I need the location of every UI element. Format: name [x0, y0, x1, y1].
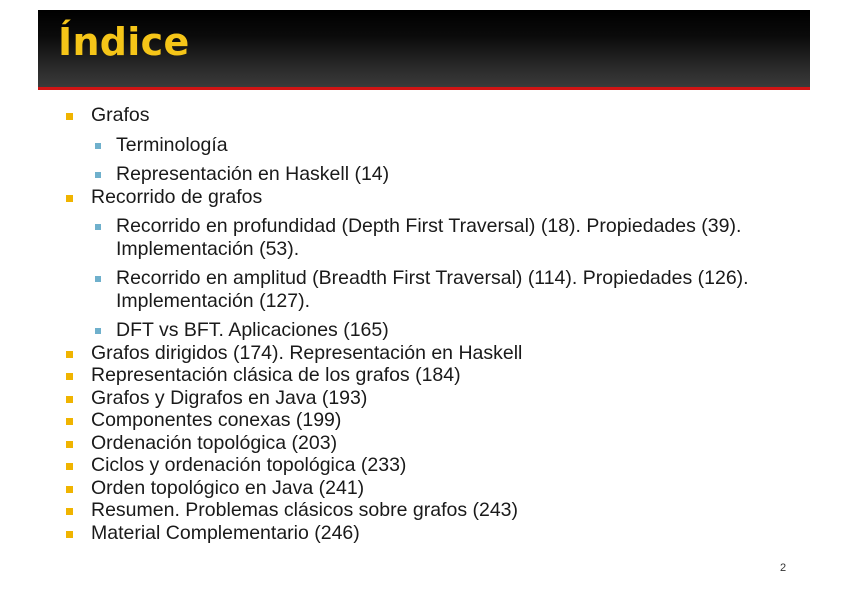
outline-item-text: Ordenación topológica (203)	[91, 431, 338, 454]
outline-item-text: DFT vs BFT. Aplicaciones (165)	[116, 319, 389, 341]
outline-item-text: Representación clásica de los grafos (184)	[91, 364, 461, 386]
bullet-square-icon	[66, 396, 73, 403]
outline-list	[64, 104, 784, 544]
bullet-square-icon	[95, 143, 101, 149]
bullet-square-icon	[66, 113, 73, 120]
outline-item-text: Recorrido en amplitud (Breadth First Traversal) (114). Propiedades (126). Implementación (127).	[116, 267, 749, 312]
bullet-square-icon	[66, 351, 73, 358]
outline-item-text: Ciclos y ordenación topológica (233)	[91, 454, 407, 476]
outline-item	[64, 499, 784, 522]
outline-item	[64, 186, 784, 209]
outline-item-text: Grafos	[91, 104, 150, 126]
title-underline	[38, 87, 810, 90]
outline-subitem	[64, 215, 784, 260]
page-number: 2	[780, 562, 787, 574]
bullet-square-icon	[95, 276, 101, 282]
outline-subitem	[64, 134, 784, 157]
outline-item-text: Grafos y Digrafos en Java (193)	[91, 386, 368, 409]
bullet-square-icon	[66, 486, 73, 493]
bullet-square-icon	[66, 463, 73, 470]
outline-item	[64, 342, 784, 365]
outline-item	[64, 477, 784, 500]
outline-item	[64, 454, 784, 477]
outline-item-text: Orden topológico en Java (241)	[91, 476, 365, 499]
outline-subitem	[64, 163, 784, 186]
outline-item-text: Material Complementario (246)	[91, 521, 360, 544]
outline-item-text: Componentes conexas (199)	[91, 409, 342, 431]
outline-item	[64, 104, 784, 127]
slide-title: Índice	[58, 20, 190, 64]
outline-item	[64, 432, 784, 455]
outline-item	[64, 409, 784, 432]
outline-item	[64, 364, 784, 387]
outline-item-text: Grafos dirigidos (174). Representación en Haskell	[91, 341, 523, 364]
bullet-square-icon	[66, 508, 73, 515]
outline-item-text: Recorrido en profundidad (Depth First Traversal) (18). Propiedades (39). Implementación (53).	[116, 215, 742, 260]
outline-item-text: Recorrido de grafos	[91, 185, 263, 208]
outline-item-text: Terminología	[116, 133, 228, 156]
bullet-square-icon	[95, 224, 101, 230]
bullet-square-icon	[66, 441, 73, 448]
bullet-square-icon	[95, 172, 101, 178]
outline-item-text: Representación en Haskell (14)	[116, 163, 390, 185]
title-bar	[38, 10, 810, 87]
outline-item	[64, 387, 784, 410]
bullet-square-icon	[95, 328, 101, 334]
outline-item	[64, 522, 784, 545]
bullet-square-icon	[66, 373, 73, 380]
bullet-square-icon	[66, 195, 73, 202]
outline-item-text: Resumen. Problemas clásicos sobre grafos (243)	[91, 499, 519, 521]
outline-subitem	[64, 319, 784, 342]
bullet-square-icon	[66, 418, 73, 425]
bullet-square-icon	[66, 531, 73, 538]
outline-subitem	[64, 267, 784, 312]
